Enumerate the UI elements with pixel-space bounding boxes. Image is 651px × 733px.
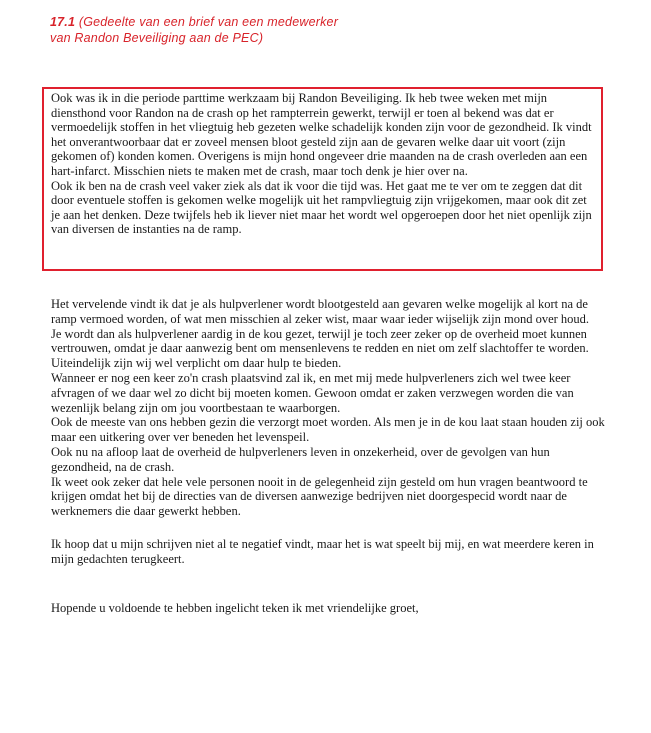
closing-paragraph: Ik hoop dat u mijn schrijven niet al te negatief vindt, maar het is wat speelt bij mij, en wat meerdere keren in mijn gedachten terugkeert. bbox=[51, 536, 594, 566]
body-paragraph: Ook nu na afloop laat de overheid de hulpverleners leven in onzekerheid, over de gevolgen van hun gezondheid, na de crash. bbox=[51, 444, 550, 474]
body-paragraph: Wanneer er nog een keer zo'n crash plaatsvind zal ik, en met mij mede hulpverleners zich wel twee keer afvragen of we daar wel zo dicht bij moeten komen. Gewoon omdat er zaken verzwegen worden die van wezenlijk belang zijn om jou voortbestaan te waarborgen. bbox=[51, 370, 574, 415]
heading-line-1 bbox=[50, 14, 338, 30]
heading-text-1: (Gedeelte van een brief van een medewerker bbox=[78, 15, 339, 29]
body-paragraph: Het vervelende vindt ik dat je als hulpverlener wordt blootgesteld aan gevaren welke mogelijk al kort na de ramp vermoed worden, of wat men misschien al zeker wist, maar waar ieder wijselijk zijn mond over houd. bbox=[51, 297, 590, 326]
body-paragraph: Ik weet ook zeker dat hele vele personen nooit in de gelegenheid zijn gesteld om hun vragen beantwoord te krijgen omdat het bij de directies van de diversen aanwezige bedrijven niet doorgespecid wordt naar de werknemers die daar gewerkt hebben. bbox=[51, 474, 588, 519]
letter-body bbox=[51, 297, 609, 615]
body-paragraph: Ook de meeste van ons hebben gezin die verzorgt moet worden. Als men je in de kou laat staan houden zij ook maar een uitkering over ver beneden het levenspeil. bbox=[51, 415, 605, 445]
heading-text-2: van Randon Beveiliging aan de PEC) bbox=[50, 31, 264, 45]
signoff-line: Hopende u voldoende te hebben ingelicht teken ik met vriendelijke groet, bbox=[51, 600, 419, 615]
body-paragraph: Je wordt dan als hulpverlener aardig in de kou gezet, terwijl je toch zeer zeker op de overheid moet kunnen vertrouwen, omdat je daar aanwezig bent om mensenlevens te redden en niet om zelf slachtoffer te worden. Uiteindelijk zijn wij wel verplicht om daar hulp te bieden. bbox=[51, 326, 589, 371]
highlighted-passage-box bbox=[42, 87, 603, 271]
paragraph-gap bbox=[51, 519, 609, 537]
boxed-paragraph: Ook was ik in die periode parttime werkzaam bij Randon Beveiliging. Ik heb twee weken met mijn diensthond voor Randon na de crash op het rampterrein gewerkt, terwijl er toen al bekend was dat er vermoedelijk stoffen in het vliegtuig heb gezeten welke schadelijk konden zijn voor de gezondheid. Ik vindt het onverantwoorbaar dat er zoveel mensen bloot gesteld zijn aan de gevaren welke daar uit voort (zijn gekomen of) konden komen. Overigens is mijn hond ongeveer drie maanden na de crash overleden aan een hart-infarct. Misschien niets te maken met de crash, maar toch denk je hier over na. bbox=[51, 91, 592, 178]
boxed-paragraph: Ook ik ben na de crash veel vaker ziek als dat ik voor die tijd was. Het gaat me te ver om te zeggen dat dit door eventuele stoffen is gekomen welke mogelijk uit het rampvliegtuig zijn vrijgekomen, maar ook dit zet je aan het denken. Deze twijfels heb ik liever niet maar het wordt wel opgeroepen door het niet openlijk zijn van diversen de instanties na de ramp. bbox=[51, 178, 592, 237]
excerpt-heading bbox=[50, 14, 338, 46]
paragraph-gap bbox=[51, 567, 609, 601]
heading-number: 17.1 bbox=[50, 15, 76, 29]
